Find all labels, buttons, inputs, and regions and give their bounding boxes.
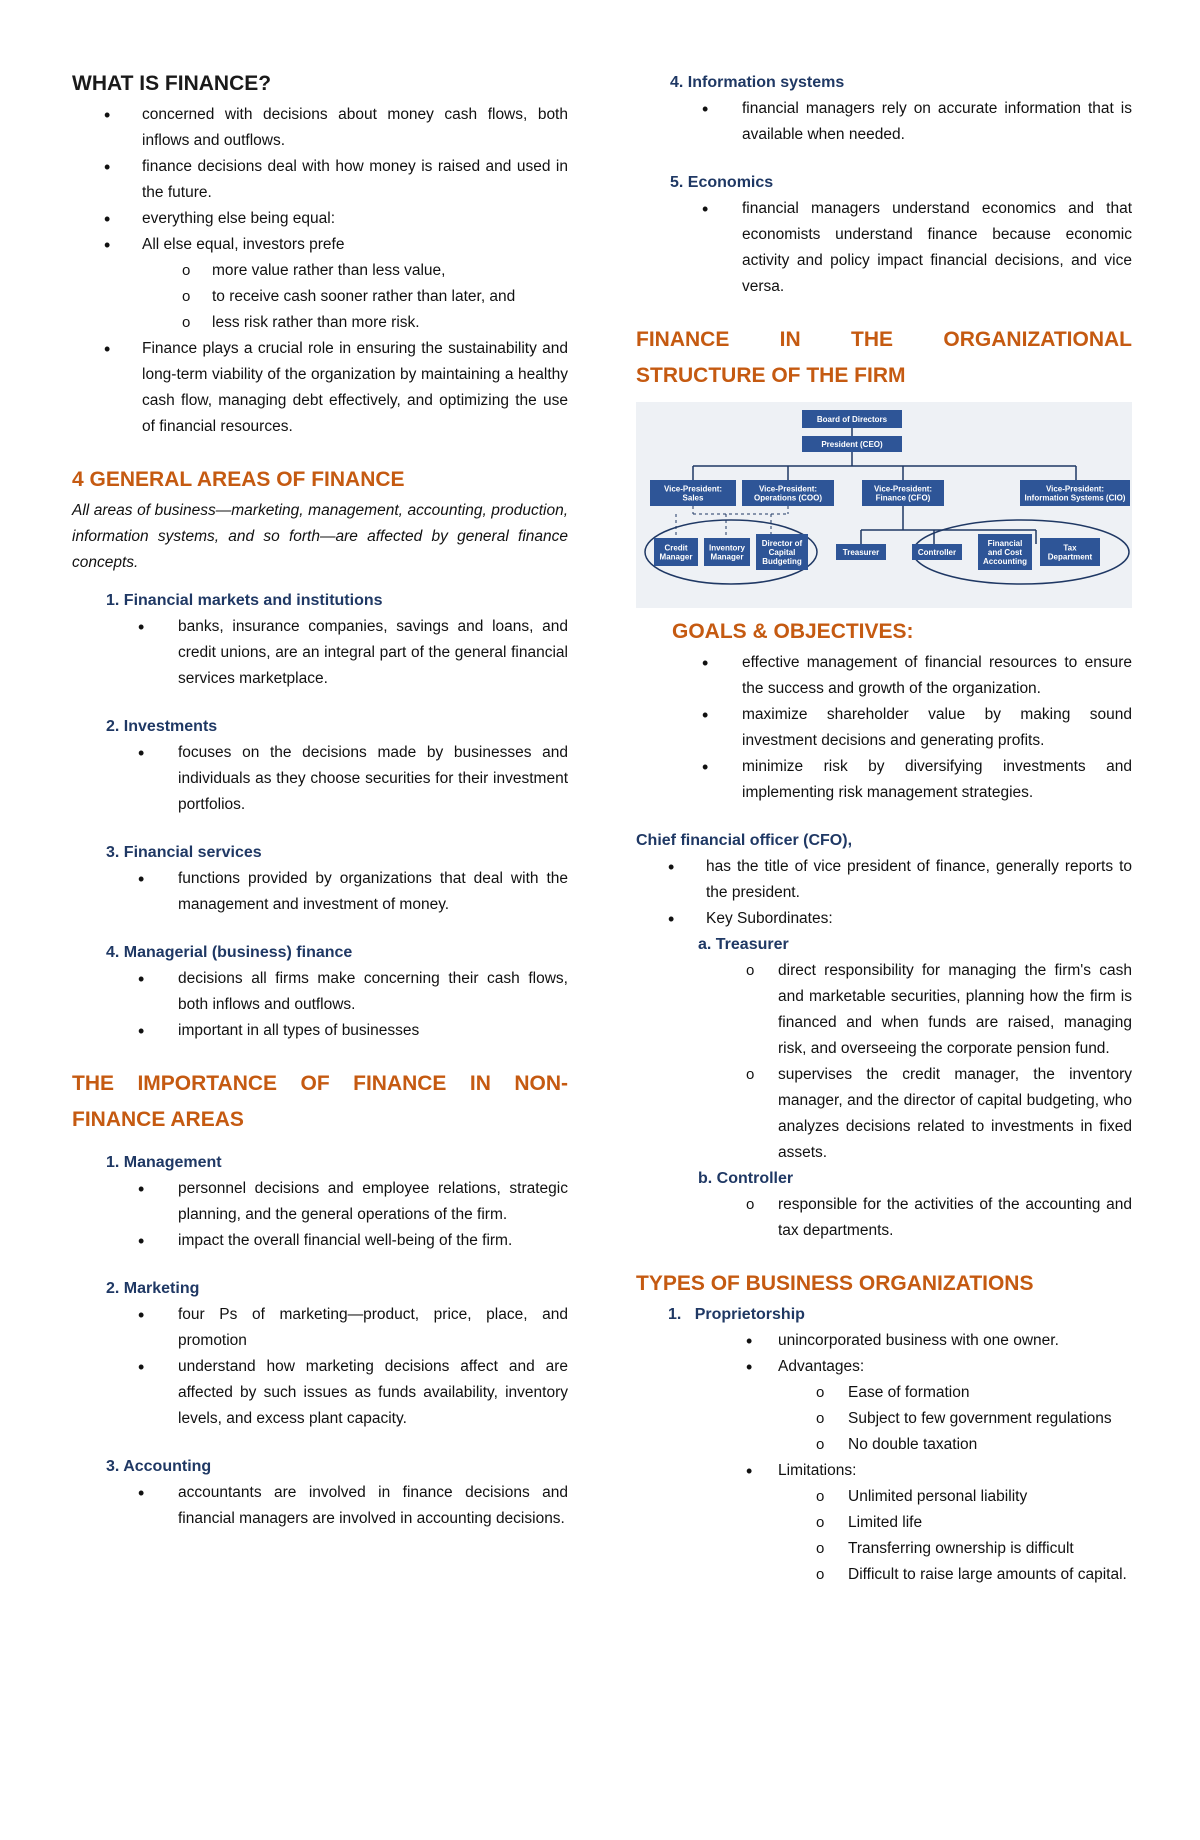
importance-heading: 3. Accounting: [106, 1458, 212, 1475]
org-box-capital-budgeting-label: Director of: [761, 539, 803, 548]
general-area-item: [72, 588, 568, 692]
org-box-vp-finance-label: Vice-President:: [873, 484, 933, 494]
left-column: [72, 72, 568, 1532]
importance-item: [72, 1150, 568, 1254]
list-item: • financial managers understand economics and that economists understand finance because economic activity and policy impact financial decisions, and vice versa.: [636, 196, 1132, 300]
list-item: • unincorporated business with one owner.: [636, 1328, 1132, 1354]
investor-preference-list: [72, 258, 568, 336]
list-item: o direct responsibility for managing the firm's cash and marketable securities, planning how the firm is financed and when funds are raised, managing risk, and overseeing the corporate pension fund.: [636, 958, 1132, 1062]
org-box-financial-cost-accounting-label: and Cost: [987, 548, 1023, 557]
proprietorship-list: [636, 1328, 1132, 1380]
list-item: • Finance plays a crucial role in ensuring the sustainability and long-term viability of the organization by maintaining a healthy cash flow, managing debt effectively, and optimizing the use of financial resources.: [72, 336, 568, 440]
org-box-vp-operations-label: Vice-President:: [758, 484, 818, 494]
list-item: • decisions all firms make concerning their cash flows, both inflows and outflows.: [72, 966, 568, 1018]
importance-item: [636, 70, 1132, 148]
list-item: o Ease of formation: [636, 1380, 1132, 1406]
list-item: • impact the overall financial well-being of the firm.: [72, 1228, 568, 1254]
proprietorship-heading: 1. Proprietorship: [668, 1306, 805, 1323]
list-item: o Transferring ownership is difficult: [636, 1536, 1132, 1562]
org-box-capital-budgeting-label: Budgeting: [762, 557, 802, 566]
list-item: o responsible for the activities of the accounting and tax departments.: [636, 1192, 1132, 1244]
section-title-goals: GOALS & OBJECTIVES:: [672, 620, 914, 643]
list-item: • financial managers rely on accurate information that is available when needed.: [636, 96, 1132, 148]
section-title-general-areas: 4 GENERAL AREAS OF FINANCE: [72, 468, 405, 491]
list-item: • focuses on the decisions made by businesses and individuals as they choose securities for their investment portfolios.: [72, 740, 568, 818]
list-item: o less risk rather than more risk.: [72, 310, 568, 336]
list-item: • four Ps of marketing—product, price, place, and promotion: [72, 1302, 568, 1354]
importance-item: [636, 170, 1132, 300]
importance-heading: 5. Economics: [670, 174, 774, 191]
org-box-vp-information-systems-label: Vice-President:: [1045, 484, 1105, 494]
section-title-org-structure: FINANCE IN THE ORGANIZATIONAL STRUCTURE OF THE FIRM: [636, 328, 1132, 387]
list-item: o Subject to few government regulations: [636, 1406, 1132, 1432]
general-area-heading: 3. Financial services: [106, 844, 262, 861]
section-title-importance: THE IMPORTANCE OF FINANCE IN NON-FINANCE AREAS: [72, 1072, 568, 1131]
list-item: • banks, insurance companies, savings and loans, and credit unions, are an integral part of the general financial services marketplace.: [72, 614, 568, 692]
list-item: • accountants are involved in finance decisions and financial managers are involved in accounting decisions.: [72, 1480, 568, 1532]
org-box-board-label: Board of Directors: [816, 415, 888, 424]
org-box-credit-manager-label: Manager: [659, 552, 693, 562]
org-box-financial-cost-accounting-label: Accounting: [983, 557, 1027, 566]
org-box-treasurer-label: Treasurer: [842, 548, 880, 557]
limitations-list: [636, 1484, 1132, 1588]
list-item: o No double taxation: [636, 1432, 1132, 1458]
importance-heading: 4. Information systems: [670, 74, 845, 91]
list-item: • Limitations:: [636, 1458, 1132, 1484]
general-area-heading: 2. Investments: [106, 718, 218, 735]
treasurer-heading: a. Treasurer: [698, 936, 789, 953]
list-item: o more value rather than less value,: [72, 258, 568, 284]
section-title-what-is-finance: WHAT IS FINANCE?: [72, 72, 272, 95]
list-item: • functions provided by organizations that deal with the management and investment of money.: [72, 866, 568, 918]
org-box-inventory-manager-label: Manager: [710, 552, 744, 562]
org-box-inventory-manager-label: Inventory: [708, 543, 746, 553]
goals-list: [636, 650, 1132, 806]
list-item: • Advantages:: [636, 1354, 1132, 1380]
finance-role-list: [72, 336, 568, 440]
what-is-finance-list: [72, 102, 568, 258]
list-item: o to receive cash sooner rather than later, and: [72, 284, 568, 310]
general-area-item: [72, 840, 568, 918]
importance-item: [72, 1276, 568, 1432]
advantages-list: [636, 1380, 1132, 1458]
list-item: • finance decisions deal with how money is raised and used in the future.: [72, 154, 568, 206]
org-chart-svg: [636, 402, 1132, 608]
cfo-title: Chief financial officer (CFO),: [636, 832, 853, 849]
controller-heading: b. Controller: [698, 1170, 794, 1187]
org-box-vp-finance-label: Finance (CFO): [875, 493, 931, 503]
list-item: • effective management of financial resources to ensure the success and growth of the organization.: [636, 650, 1132, 702]
org-box-capital-budgeting-label: Capital: [768, 548, 796, 557]
list-item: • understand how marketing decisions affect and are affected by such issues as funds availability, inventory levels, and excess plant capacity.: [72, 1354, 568, 1432]
list-item: o Difficult to raise large amounts of capital.: [636, 1562, 1132, 1588]
list-item: o supervises the credit manager, the inventory manager, and the director of capital budgeting, who analyzes decisions related to investments in fixed assets.: [636, 1062, 1132, 1166]
org-box-tax-department-label: Department: [1047, 552, 1093, 562]
list-item: • All else equal, investors prefe: [72, 232, 568, 258]
org-box-controller-label: Controller: [917, 548, 957, 557]
general-area-item: [72, 940, 568, 1044]
org-box-tax-department-label: Tax: [1063, 543, 1077, 553]
right-column: [636, 70, 1132, 1588]
list-item: • Key Subordinates:: [636, 906, 1132, 932]
importance-heading: 2. Marketing: [106, 1280, 200, 1297]
list-item: o Limited life: [636, 1510, 1132, 1536]
general-area-item: [72, 714, 568, 818]
controller-list: [636, 1192, 1132, 1244]
list-item: • maximize shareholder value by making sound investment decisions and generating profits.: [636, 702, 1132, 754]
cfo-list: [636, 854, 1132, 932]
general-area-heading: 4. Managerial (business) finance: [106, 944, 353, 961]
general-area-heading: 1. Financial markets and institutions: [106, 592, 383, 609]
list-item: • important in all types of businesses: [72, 1018, 568, 1044]
general-areas-intro: All areas of business—marketing, management, accounting, production, information systems, and so forth—are affected by general finance concepts.: [72, 502, 568, 571]
list-item: • concerned with decisions about money cash flows, both inflows and outflows.: [72, 102, 568, 154]
importance-heading: 1. Management: [106, 1154, 222, 1171]
list-item: • has the title of vice president of finance, generally reports to the president.: [636, 854, 1132, 906]
org-chart: [636, 402, 1132, 608]
list-item: o Unlimited personal liability: [636, 1484, 1132, 1510]
org-box-vp-sales-label: Sales: [682, 493, 704, 503]
org-box-financial-cost-accounting-label: Financial: [987, 539, 1023, 548]
treasurer-list: [636, 958, 1132, 1166]
org-box-credit-manager-label: Credit: [664, 543, 688, 553]
list-item: • personnel decisions and employee relations, strategic planning, and the general operations of the firm.: [72, 1176, 568, 1228]
org-box-vp-operations-label: Operations (COO): [753, 493, 823, 503]
org-box-vp-sales-label: Vice-President:: [663, 484, 723, 494]
importance-item: [72, 1454, 568, 1532]
list-item: • everything else being equal:: [72, 206, 568, 232]
section-title-types: TYPES OF BUSINESS ORGANIZATIONS: [636, 1272, 1034, 1295]
list-item: • minimize risk by diversifying investments and implementing risk management strategies.: [636, 754, 1132, 806]
org-box-vp-information-systems-label: Information Systems (CIO): [1024, 493, 1126, 503]
org-box-president-label: President (CEO): [821, 440, 883, 449]
